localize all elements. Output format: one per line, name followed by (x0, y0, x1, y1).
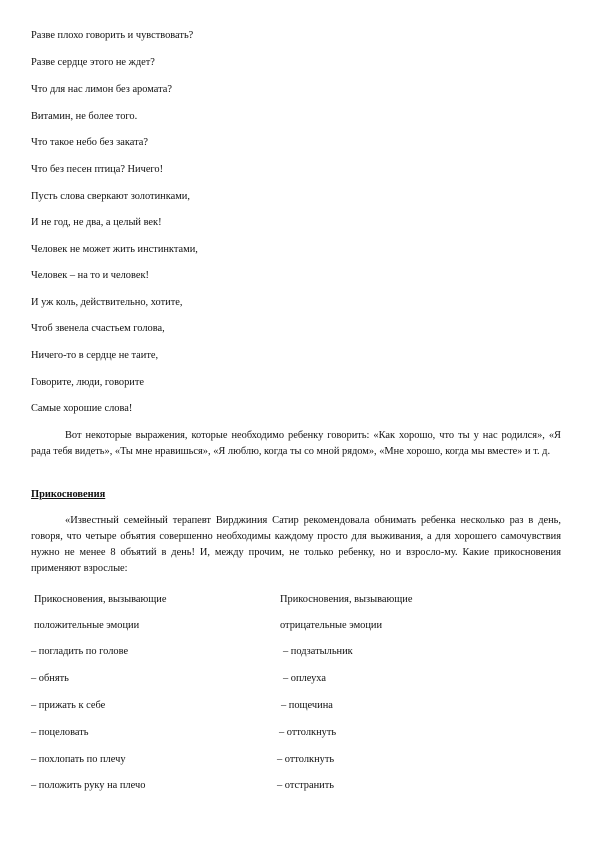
negative-touch: – оплеуха (283, 673, 326, 684)
positive-touch: – похлопать по плечу (31, 754, 126, 765)
poem-line: Пусть слова сверкают золотинками, (31, 191, 190, 202)
satir-paragraph: «Известный семейный терапевт Вирджиния Сатир рекомендовала обнимать ребенка несколько раз в день, говоря, что четыре объятия совершенно необходимы каждому просто для выживания, а для хорошего самочувствия нужно не менее 8 объятий в день! И, между прочим, не только ребенку, но и взросло-му. Какие прикосновения применяют взрослые: (31, 515, 561, 574)
poem-line: И не год, не два, а целый век! (31, 217, 162, 228)
poem-line: Человек не может жить инстинктами, (31, 244, 198, 255)
poem-line: Витамин, не более того. (31, 111, 138, 122)
table-header-row (31, 620, 571, 632)
negative-touch: – оттолкнуть (277, 754, 335, 765)
table-row (31, 754, 571, 766)
positive-touch: – погладить по голове (31, 646, 129, 657)
table-row (31, 646, 571, 658)
poem-line: Разве сердце этого не ждет? (31, 57, 155, 68)
table-header-row (31, 594, 571, 606)
poem-line: И уж коль, действительно, хотите, (31, 297, 183, 308)
table-row (31, 780, 571, 792)
right-column-header: отрицательные эмоции (280, 620, 383, 631)
negative-touch: – подзатыльник (283, 646, 353, 657)
poem-line: Что без песен птица? Ничего! (31, 164, 164, 175)
negative-touch: – пощечина (281, 700, 333, 711)
poem-line: Что такое небо без заката? (31, 137, 148, 148)
table-row (31, 673, 571, 685)
table-row (31, 727, 571, 739)
poem-line: Самые хорошие слова! (31, 403, 133, 414)
table-row (31, 700, 571, 712)
positive-touch: – положить руку на плечо (31, 780, 146, 791)
poem-line: Разве плохо говорить и чувствовать? (31, 30, 194, 41)
poem-line: Что для нас лимон без аромата? (31, 84, 172, 95)
poem-line: Говорите, люди, говорите (31, 377, 145, 388)
expressions-paragraph: Вот некоторые выражения, которые необходимо ребенку говорить: «Как хорошо, что ты у нас родился», «Я рада тебя видеть», «Ты мне нравишься», «Я люблю, когда ты со мной рядом», «Мне хорошо, когда мы вместе» и т. д. (31, 430, 561, 457)
right-column-header: Прикосновения, вызывающие (280, 594, 413, 605)
left-column-header: положительные эмоции (34, 620, 140, 631)
positive-touch: – прижать к себе (31, 700, 106, 711)
poem-line: Ничего-то в сердце не таите, (31, 350, 159, 361)
left-column-header: Прикосновения, вызывающие (34, 594, 167, 605)
negative-touch: – отстранить (277, 780, 335, 791)
positive-touch: – поцеловать (31, 727, 89, 738)
poem-line: Чтоб звенела счастьем голова, (31, 323, 165, 334)
negative-touch: – оттолкнуть (279, 727, 337, 738)
poem-line: Человек – на то и человек! (31, 270, 149, 281)
positive-touch: – обнять (31, 673, 69, 684)
section-heading-touch: Прикосновения (31, 489, 106, 500)
